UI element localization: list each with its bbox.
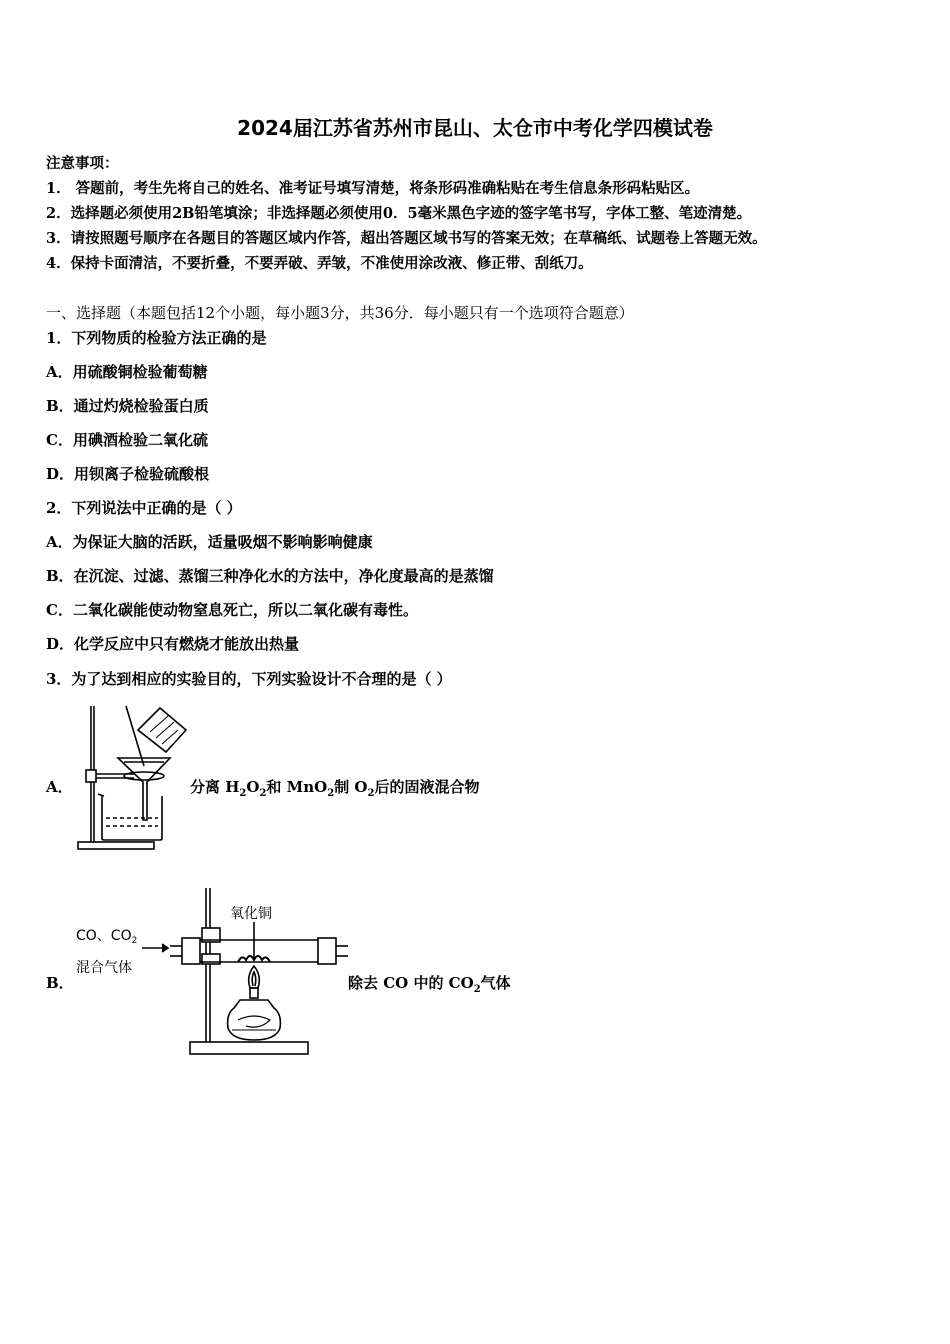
page-title: 2024届江苏省苏州市昆山、太仓市中考化学四模试卷 — [237, 116, 713, 140]
q1-option-c: C．用碘酒检验二氧化硫 — [46, 431, 208, 449]
copper-oxide-label: 氧化铜 — [230, 906, 272, 922]
q2-option-c: C．二氧化碳能使动物窒息死亡，所以二氧化碳有毒性。 — [46, 601, 418, 619]
q3-option-a-label: A． — [46, 778, 73, 796]
q1-stem: 1．下列物质的检验方法正确的是 — [46, 329, 267, 347]
q2-option-b: B．在沉淀、过滤、蒸馏三种净化水的方法中，净化度最高的是蒸馏 — [46, 567, 494, 585]
note-item-3: 3．请按照题号顺序在各题目的答题区域内作答，超出答题区域书写的答案无效；在草稿纸、试题卷上答题无效。 — [46, 230, 767, 247]
q3-option-b-label: B． — [46, 974, 74, 992]
gas-label-2: 混合气体 — [76, 960, 132, 976]
section-heading: 一、选择题（本题包括12个小题，每小题3分，共36分．每小题只有一个选项符合题意） — [46, 304, 634, 322]
q1-option-a: A．用硫酸铜检验葡萄糖 — [46, 363, 208, 381]
filtration-apparatus-figure — [74, 700, 194, 855]
q1-option-b: B．通过灼烧检验蛋白质 — [46, 397, 209, 415]
note-item-4: 4．保持卡面清洁，不要折叠，不要弄破、弄皱，不准使用涂改液、修正带、刮纸刀。 — [46, 255, 593, 272]
note-item-1: 1． 答题前，考生先将自己的姓名、准考证号填写清楚，将条形码准确粘贴在考生信息条形码粘贴区。 — [46, 180, 700, 197]
q3-option-b-description: 除去 CO 中的 $CO_2$气体 — [348, 974, 511, 995]
q2-stem: 2．下列说法中正确的是（ ） — [46, 499, 242, 517]
note-item-2: 2．选择题必须使用2B铅笔填涂；非选择题必须使用0．5毫米黑色字迹的签字笔书写，字体工整、笔迹清楚。 — [46, 205, 752, 222]
gas-label-1: CO、$CO_2$ — [76, 928, 138, 946]
q3-option-a-description: 分离 $H_2O_2$和 MnO$_2$制 $O_2$后的固液混合物 — [190, 778, 480, 799]
reduction-apparatus-figure — [70, 884, 350, 1059]
q1-option-d: D．用钡离子检验硫酸根 — [46, 465, 210, 483]
q2-option-d: D．化学反应中只有燃烧才能放出热量 — [46, 635, 300, 653]
q2-option-a: A．为保证大脑的活跃，适量吸烟不影响影响健康 — [46, 533, 373, 551]
notes-heading: 注意事项： — [46, 155, 119, 172]
q3-stem: 3．为了达到相应的实验目的，下列实验设计不合理的是（ ） — [46, 670, 452, 688]
